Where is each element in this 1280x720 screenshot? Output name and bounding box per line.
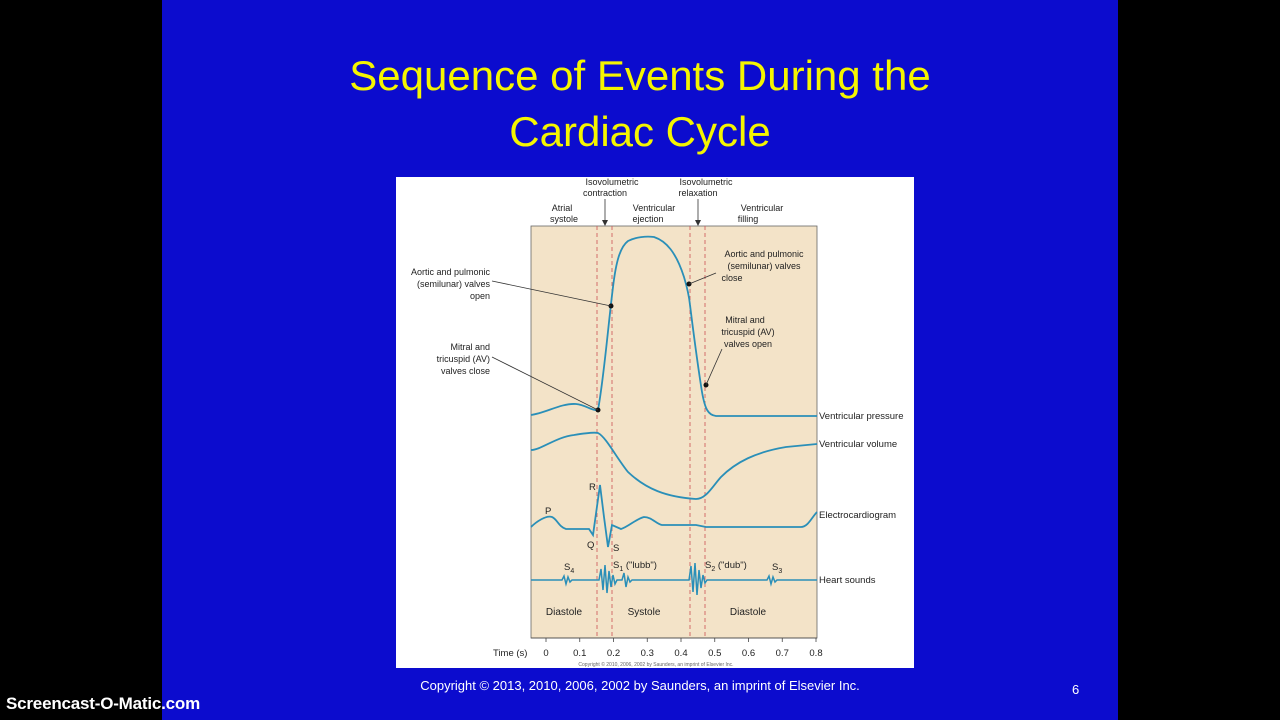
annotation-av-close-3: valves close [440, 366, 490, 376]
time-tick-label-7: 0.7 [775, 648, 789, 659]
label-ventricular-filling-1: Ventricular [740, 203, 784, 213]
label-isovolumetric-relaxation-2: relaxation [678, 188, 718, 198]
sound-label-s4: $S_4$ [564, 562, 575, 575]
label-ventricular-ejection-2: ejection [632, 214, 664, 224]
page-number: 6 [1072, 682, 1080, 697]
time-tick-label-4: 0.4 [674, 648, 688, 659]
annotation-semilunar-open-3: open [469, 291, 490, 301]
ecg-label-q: Q [587, 540, 595, 551]
time-tick-label-5: 0.5 [708, 648, 722, 659]
annotation-semilunar-open-2: (semilunar) valves [416, 279, 490, 289]
annotation-av-open-2: tricuspid (AV) [721, 327, 775, 337]
ecg-label-r: R [589, 482, 596, 493]
label-ventricular-pressure: Ventricular pressure [819, 411, 904, 422]
label-atrial-systole-2: systole [549, 214, 579, 224]
annotation-av-close-2: tricuspid (AV) [436, 354, 490, 364]
annotation-semilunar-open-1: Aortic and pulmonic [410, 267, 490, 277]
title-line-1: Sequence of Events During the [349, 52, 931, 99]
label-heart-sounds: Heart sounds [819, 575, 876, 586]
sound-label-s3: $S_3$ [772, 562, 783, 575]
annotation-av-close-1: Mitral and [450, 342, 490, 352]
time-tick-label-3: 0.3 [640, 648, 654, 659]
cardiac-cycle-diagram [396, 177, 914, 668]
annotation-av-open-1: Mitral and [725, 315, 765, 325]
period-diastole-right: Diastole [729, 607, 767, 618]
annotation-semilunar-close-2: (semilunar) valves [727, 261, 801, 271]
slide [162, 0, 1118, 720]
arrowhead-isovolumetric-contraction [602, 220, 608, 226]
annotation-semilunar-close-3: close [721, 273, 743, 283]
sound-label-s1: $S_1$ ("lubb") [613, 560, 657, 573]
annotation-semilunar-close-1: Aortic and pulmonic [724, 249, 804, 259]
label-isovolumetric-relaxation-1: Isovolumetric [679, 177, 733, 187]
label-ventricular-ejection-1: Ventricular [632, 203, 676, 213]
time-axis [531, 638, 823, 659]
arrowhead-isovolumetric-relaxation [695, 220, 701, 226]
label-isovolumetric-contraction-1: Isovolumetric [585, 177, 639, 187]
time-tick-label-6: 0.6 [741, 648, 756, 659]
annotation-av-open-3: valves open [723, 339, 773, 349]
time-tick-label-8: 0.8 [809, 648, 823, 659]
plot-area [531, 226, 817, 638]
period-diastole-left: Diastole [545, 607, 583, 618]
watermark: Screencast-O-Matic.com [6, 694, 201, 713]
time-tick-label-2: 0.2 [606, 648, 621, 659]
copyright: Copyright © 2013, 2010, 2006, 2002 by Saunders, an imprint of Elsevier Inc. [420, 678, 860, 693]
label-isovolumetric-contraction-2: contraction [582, 188, 628, 198]
label-ventricular-filling-2: filling [737, 214, 759, 224]
time-tick-label-0: 0 [543, 648, 549, 659]
label-atrial-systole-1: Atrial [551, 203, 573, 213]
label-electrocardiogram: Electrocardiogram [819, 510, 897, 521]
label-ventricular-volume: Ventricular volume [819, 439, 898, 450]
figure-credit: Copyright © 2010, 2006, 2002 by Saunders, an imprint of Elsevier Inc. [578, 662, 734, 668]
cardiac-cycle-figure [396, 177, 914, 668]
slide-title [162, 48, 1118, 160]
ecg-label-s: S [613, 543, 620, 554]
title-line-2: Cardiac Cycle [509, 108, 771, 155]
time-tick-label-1: 0.1 [573, 648, 587, 659]
period-systole: Systole [627, 607, 661, 618]
time-axis-label: Time (s) [493, 648, 528, 659]
sound-label-s2: $S_2$ ("dub") [705, 560, 747, 573]
ecg-label-p: P [545, 506, 552, 517]
